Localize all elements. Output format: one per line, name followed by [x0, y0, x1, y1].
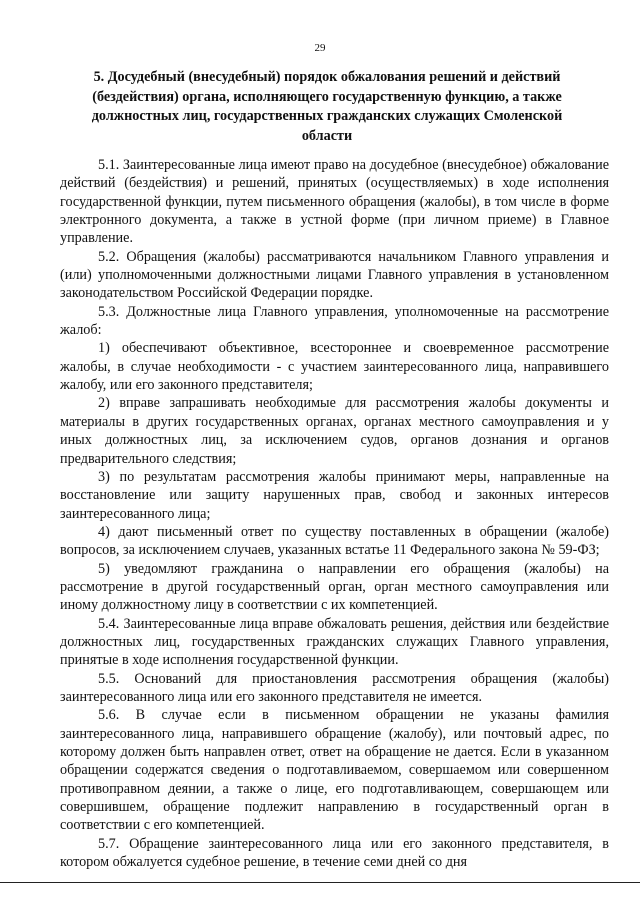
list-item-4: 4) дают письменный ответ по существу поставленных в обращении (жалобе) вопросов, за исключением случаев, указанных встатье 11 Федерального закона № 59-ФЗ; [60, 523, 609, 559]
list-item-2: 2) вправе запрашивать необходимые для рассмотрения жалобы документы и материалы в других государственных органах, органах местного самоуправления и у иных должностных лиц, за исключением судов, органов дознания и органов предварительного следствия; [60, 395, 609, 467]
section-heading: 5. Досудебный (внесудебный) порядок обжалования решений и действий (бездействия) органа, исполняющего государственную функцию, а также должностных лиц, государственных гражданских служащих Смоленской области [91, 69, 563, 144]
list-item-3: 3) по результатам рассмотрения жалобы принимают меры, направленные на восстановление или защиту нарушенных прав, свобод и законных интересов заинтересованного лица; [60, 468, 609, 522]
paragraph-5-7: 5.7. Обращение заинтересованного лица или его законного представителя, в котором обжалуется судебное решение, в течение семи дней со дня [60, 835, 609, 871]
list-item-5: 5) уведомляют гражданина о направлении его обращения (жалобы) на рассмотрение в другой государственный орган, орган местного самоуправления или иному должностному лицу в соответствии с их компетенцией. [60, 560, 609, 614]
paragraph-5-4: 5.4. Заинтересованные лица вправе обжаловать решения, действия или бездействие должностных лиц, государственных гражданских служащих Главного управления, принятые в ходе исполнения государственной функции. [60, 615, 609, 669]
paragraph-5-6: 5.6. В случае если в письменном обращении не указаны фамилия заинтересованного лица, направившего обращение (жалобу), или почтовый адрес, по которому должен быть направлен ответ, ответ на обращение не дается. Если в указанном обращении содержатся сведения о подготавливаемом, совершаемом или совершенном противоправном деянии, а также о лице, его подготавливающем, совершающем или совершившем, обращение подлежит направлению в государственный орган в соответствии с его компетенцией. [60, 707, 609, 834]
paragraph-5-1: 5.1. Заинтересованные лица имеют право на досудебное (внесудебное) обжалование действий (бездействия) и решений, принятых (осуществляемых) в ходе исполнения государственной функции, путем письменного обращения (жалобы), в том числе в форме электронного документа, а также в устной форме (при личном приеме) в Главное управление. [60, 157, 609, 247]
section-body [60, 156, 609, 871]
page-number: 29 [314, 42, 326, 54]
list-item-1: 1) обеспечивают объективное, всестороннее и своевременное рассмотрение жалобы, в случае необходимости - с участием заинтересованного лица, направившего жалобу, или его законного представителя; [60, 340, 609, 394]
bottom-divider [0, 882, 640, 883]
paragraph-5-5: 5.5. Оснований для приостановления рассмотрения обращения (жалобы) заинтересованного лица или его законного представителя не имеется. [60, 670, 609, 705]
paragraph-5-3: 5.3. Должностные лица Главного управления, уполномоченные на рассмотрение жалоб: [60, 303, 609, 339]
paragraph-5-2: 5.2. Обращения (жалобы) рассматриваются начальником Главного управления и (или) уполномоченными должностными лицами Главного управления в установленном законодательством Российской Федерации порядке. [60, 248, 609, 302]
